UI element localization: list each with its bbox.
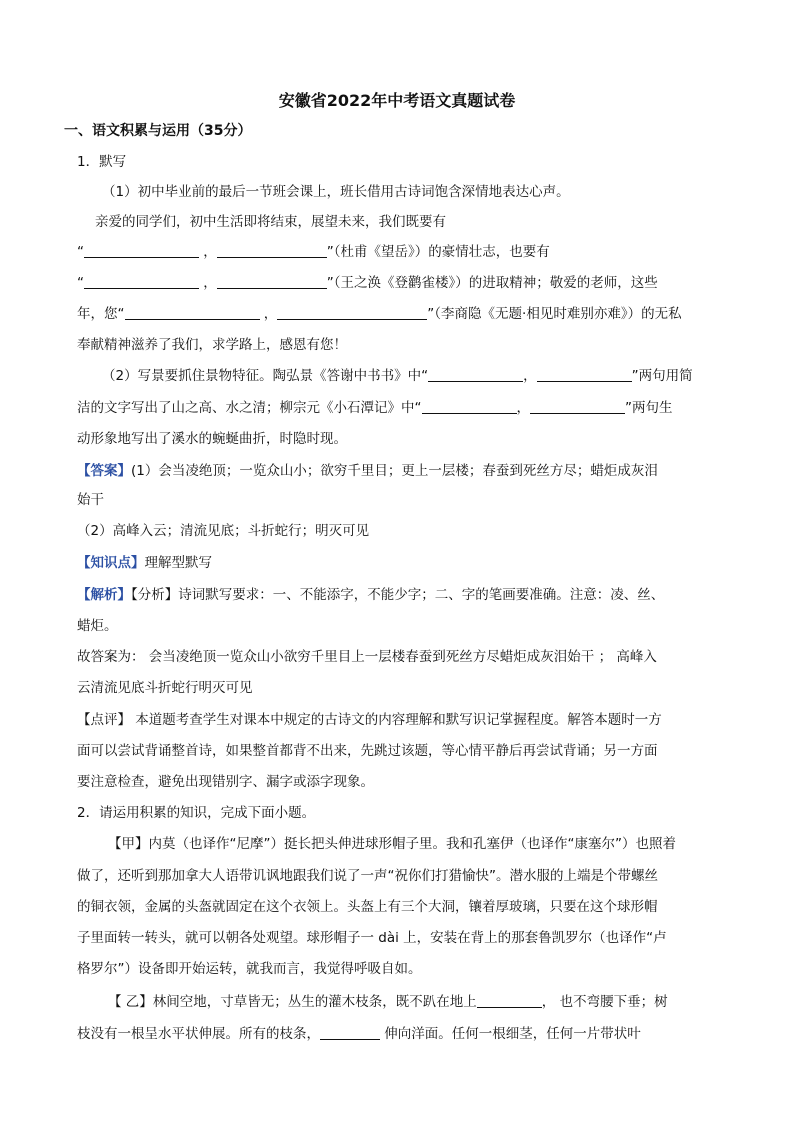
passage-jia-line-1: 【甲】内莫（也译作“尼摩”）挺长把头伸进球形帽子里。我和孔塞伊（也译作“康塞尔”）也照着 bbox=[108, 836, 676, 852]
answer-blank[interactable] bbox=[125, 305, 260, 320]
analysis-line-cont: 蜡炬。 bbox=[77, 618, 118, 634]
question-1-number: 1．默写 bbox=[77, 154, 127, 170]
passage-jia-line-2: 做了，还听到那加拿大人语带讥讽地跟我们说了一声“祝你们打猎愉快”。潜水服的上端是个带螺丝 bbox=[77, 868, 658, 884]
comment-line-2: 面可以尝试背诵整首诗，如果整首都背不出来，先跳过该题，等心情平静后再尝试背诵；另一方面 bbox=[77, 743, 658, 759]
page-title: 安徽省2022年中考语文真题试卷 bbox=[278, 91, 516, 110]
passage-yi-line-1: 【 乙】林间空地，寸草皆无；丛生的灌木枝条，既不趴在地上 ， 也不弯腰下垂；树 bbox=[108, 994, 668, 1010]
final-answer-line-cont: 云清流见底斗折蛇行明灭可见 bbox=[77, 680, 253, 696]
final-answer-line: 故答案为： 会当凌绝顶一览众山小欲穷千里目上一层楼春蚕到死丝方尽蜡炬成灰泪始干 ； 高峰入 bbox=[77, 649, 657, 665]
q1-blank-line-3: 年，您“ ， ”（李商隐《无题·相见时难别亦难》）的无私 bbox=[77, 306, 682, 322]
passage-yi-line-2: 枝没有一根呈水平状伸展。所有的枝条， 伸向洋面。任何一根细茎，任何一片带状叶 bbox=[77, 1026, 641, 1042]
analysis-tag: 【解析】 bbox=[77, 587, 131, 603]
answer-line-cont: 始干 bbox=[77, 492, 104, 508]
analysis-line: 【解析】【分析】诗词默写要求：一、不能添字，不能少字；二、字的笔画要准确。注意：凌、丝、 bbox=[77, 587, 665, 603]
q1-part1-text: （1）初中毕业前的最后一节班会课上，班长借用古诗词饱含深情地表达心声。 bbox=[102, 184, 570, 200]
knowledge-point: 【知识点】理解型默写 bbox=[77, 555, 212, 571]
answer-line-2: （2）高峰入云；清流见底；斗折蛇行；明灭可见 bbox=[77, 523, 370, 539]
passage-jia-line-5: 格罗尔”）设备即开始运转，就我而言，我觉得呼吸自如。 bbox=[77, 961, 422, 977]
answer-blank[interactable] bbox=[537, 367, 632, 382]
answer-blank[interactable] bbox=[217, 243, 327, 258]
comment-line-1: 【点评】 本道题考查学生对课本中规定的古诗文的内容理解和默写识记掌握程度。解答本题时一方 bbox=[77, 712, 662, 728]
section-heading: 一、语文积累与运用（35分） bbox=[64, 123, 252, 139]
q1-blank-line-1: “ ， ”（杜甫《望岳》）的豪情壮志，也要有 bbox=[77, 244, 550, 260]
q1-part2-line-2: 洁的文字写出了山之高、水之清；柳宗元《小石潭记》中“ ， ”两句生 bbox=[77, 400, 673, 416]
q1-part2-line-1: （2）写景要抓住景物特征。陶弘景《答谢中书书》中“ ， ”两句用简 bbox=[102, 368, 693, 384]
answer-blank[interactable] bbox=[477, 993, 542, 1008]
answer-blank[interactable] bbox=[320, 1025, 380, 1040]
answer-blank[interactable] bbox=[84, 274, 199, 289]
answer-blank[interactable] bbox=[277, 305, 427, 320]
q1-text-line: 奉献精神滋养了我们，求学路上，感恩有您！ bbox=[77, 337, 347, 353]
answer-blank[interactable] bbox=[422, 399, 517, 414]
passage-jia-line-3: 的铜衣领，金属的头盔就固定在这个衣领上。头盔上有三个大洞，镶着厚玻璃，只要在这个球形帽 bbox=[77, 899, 658, 915]
answer-blank[interactable] bbox=[217, 274, 327, 289]
answer-blank[interactable] bbox=[530, 399, 625, 414]
knowledge-tag: 【知识点】 bbox=[77, 555, 145, 571]
question-2-number: 2．请运用积累的知识，完成下面小题。 bbox=[77, 805, 316, 821]
comment-line-3: 要注意检查，避免出现错别字、漏字或添字现象。 bbox=[77, 774, 374, 790]
answer-blank[interactable] bbox=[428, 367, 523, 382]
answer-tag: 【答案】 bbox=[77, 463, 131, 479]
q1-blank-line-2: “ ， ”（王之涣《登鹳雀楼》）的进取精神；敬爱的老师，这些 bbox=[77, 275, 658, 291]
q1-prompt-text: 亲爱的同学们，初中生活即将结束，展望未来，我们既要有 bbox=[95, 214, 446, 230]
answer-line: 【答案】(1）会当凌绝顶；一览众山小；欲穷千里目；更上一层楼；春蚕到死丝方尽；蜡炬成灰泪 bbox=[77, 463, 658, 479]
q1-part2-line-3: 动形象地写出了溪水的蜿蜒曲折，时隐时现。 bbox=[77, 431, 347, 447]
answer-blank[interactable] bbox=[84, 243, 199, 258]
passage-jia-line-4: 子里面转一转头，就可以朝各处观望。球形帽子一 dài 上，安装在背上的那套鲁凯罗尔（也译作“卢 bbox=[77, 930, 667, 946]
